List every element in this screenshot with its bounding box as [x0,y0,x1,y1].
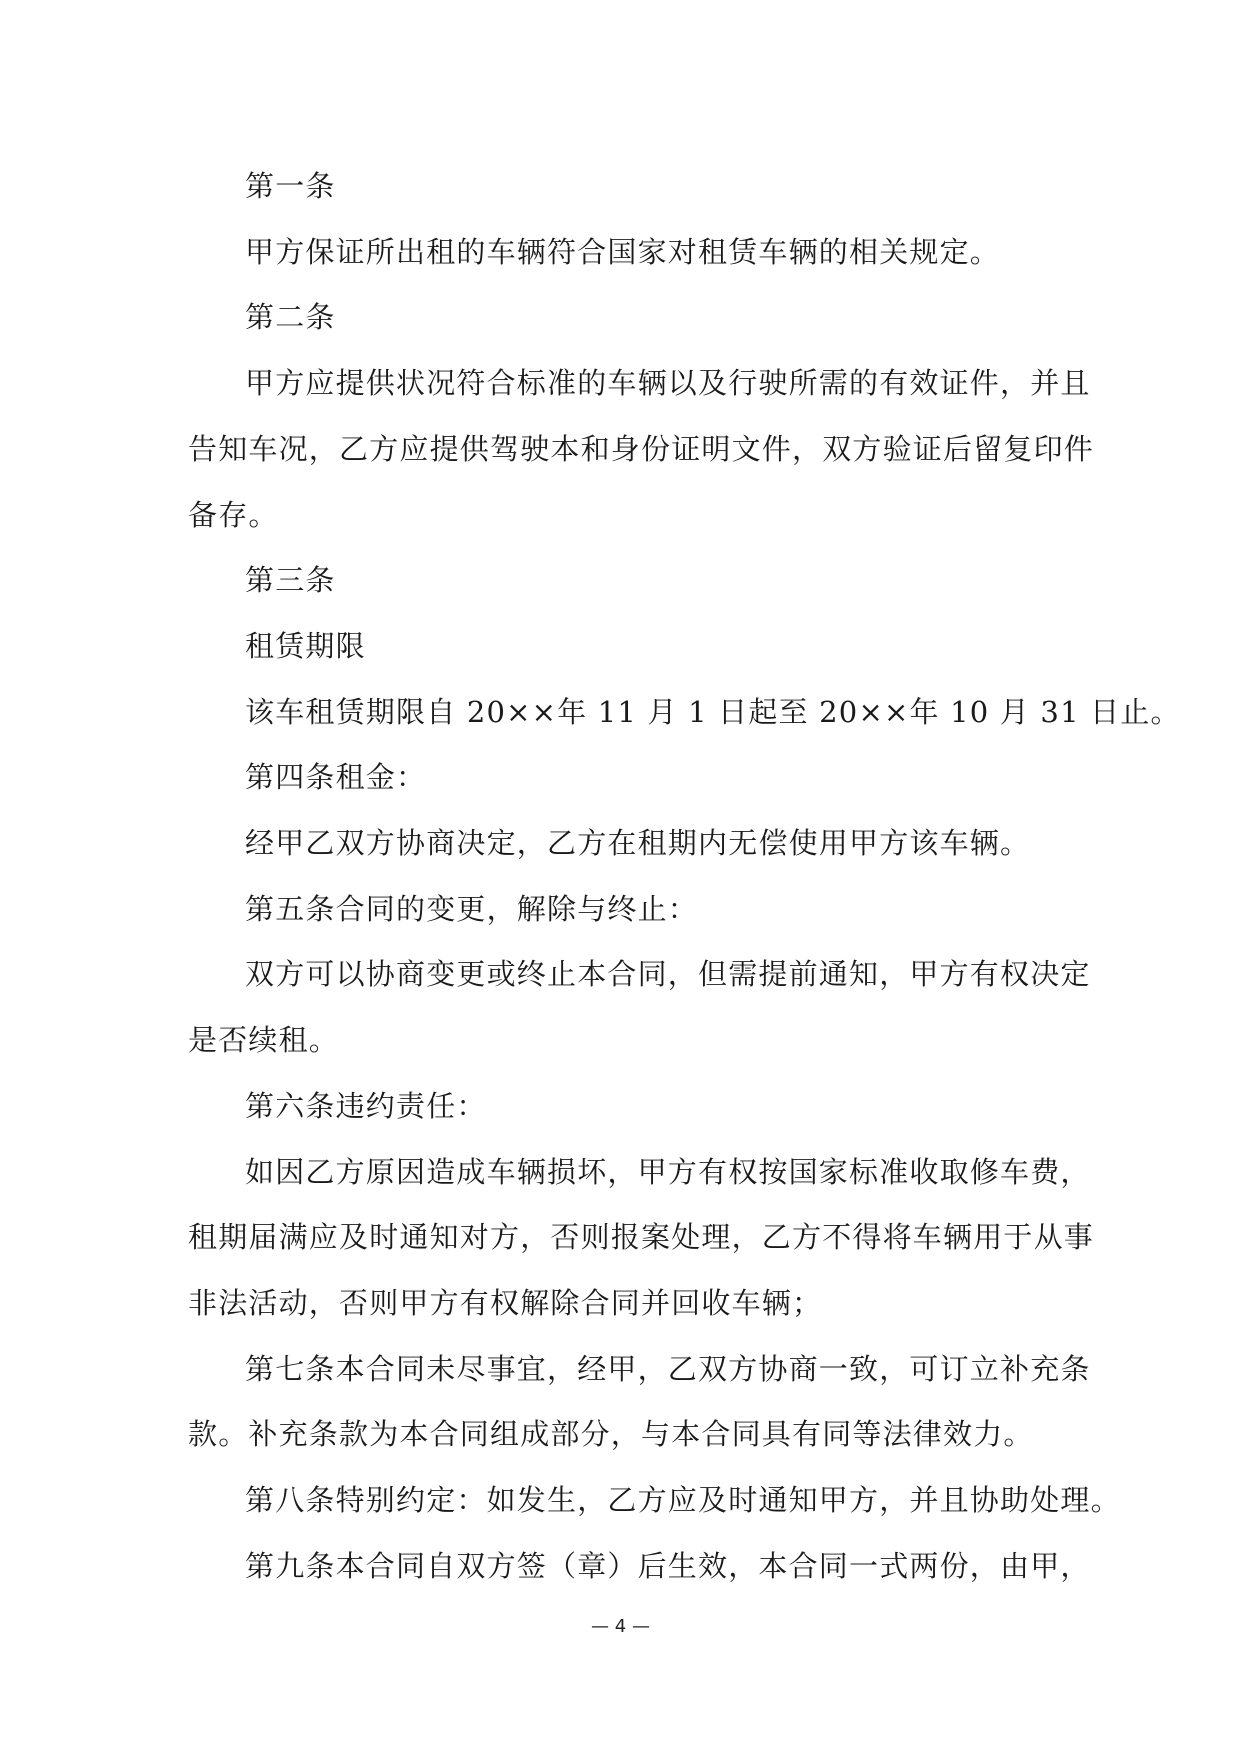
article-heading-6: 第六条违约责任： [245,1088,487,1123]
article-8-line: 第八条特别约定：如发生，乙方应及时通知甲方，并且协助处理。 [245,1483,1121,1518]
article-heading-4: 第四条租金： [245,760,427,795]
document-body [188,154,1181,1599]
body-line: 甲方应提供状况符合标准的车辆以及行驶所需的有效证件，并且 [245,366,1091,401]
body-line: 款。补充条款为本合同组成部分，与本合同具有同等法律效力。 [188,1417,1034,1452]
body-line: 是否续租。 [188,1023,340,1058]
body-line: 备存。 [188,497,279,532]
article-7-line: 第七条本合同未尽事宜，经甲，乙双方协商一致，可订立补充条 [245,1351,1091,1386]
body-line: 非法活动，否则甲方有权解除合同并回收车辆； [188,1285,823,1320]
article-heading-5: 第五条合同的变更，解除与终止： [245,891,699,926]
section-subheading: 租赁期限 [245,628,366,663]
body-line: 经甲乙双方协商决定，乙方在租期内无偿使用甲方该车辆。 [245,826,1031,861]
page-number: — 4 — [591,1616,650,1637]
body-line: 双方可以协商变更或终止本合同，但需提前通知，甲方有权决定 [245,957,1091,992]
article-heading-2: 第二条 [245,300,336,335]
body-line: 告知车况，乙方应提供驾驶本和身份证明文件，双方验证后留复印件 [188,431,1095,466]
article-heading-3: 第三条 [245,563,336,598]
body-line: 该车租赁期限自 20××年 11 月 1 日起至 20××年 10 月 31 日止。 [245,694,1181,729]
body-line: 如因乙方原因造成车辆损坏，甲方有权按国家标准收取修车费， [245,1154,1091,1189]
article-heading-1: 第一条 [245,169,336,203]
article-9-line: 第九条本合同自双方签（章）后生效，本合同一式两份，由甲， [245,1548,1091,1583]
body-line: 租期届满应及时通知对方，否则报案处理，乙方不得将车辆用于从事 [188,1220,1095,1255]
body-line: 甲方保证所出租的车辆符合国家对租赁车辆的相关规定。 [245,234,1001,269]
